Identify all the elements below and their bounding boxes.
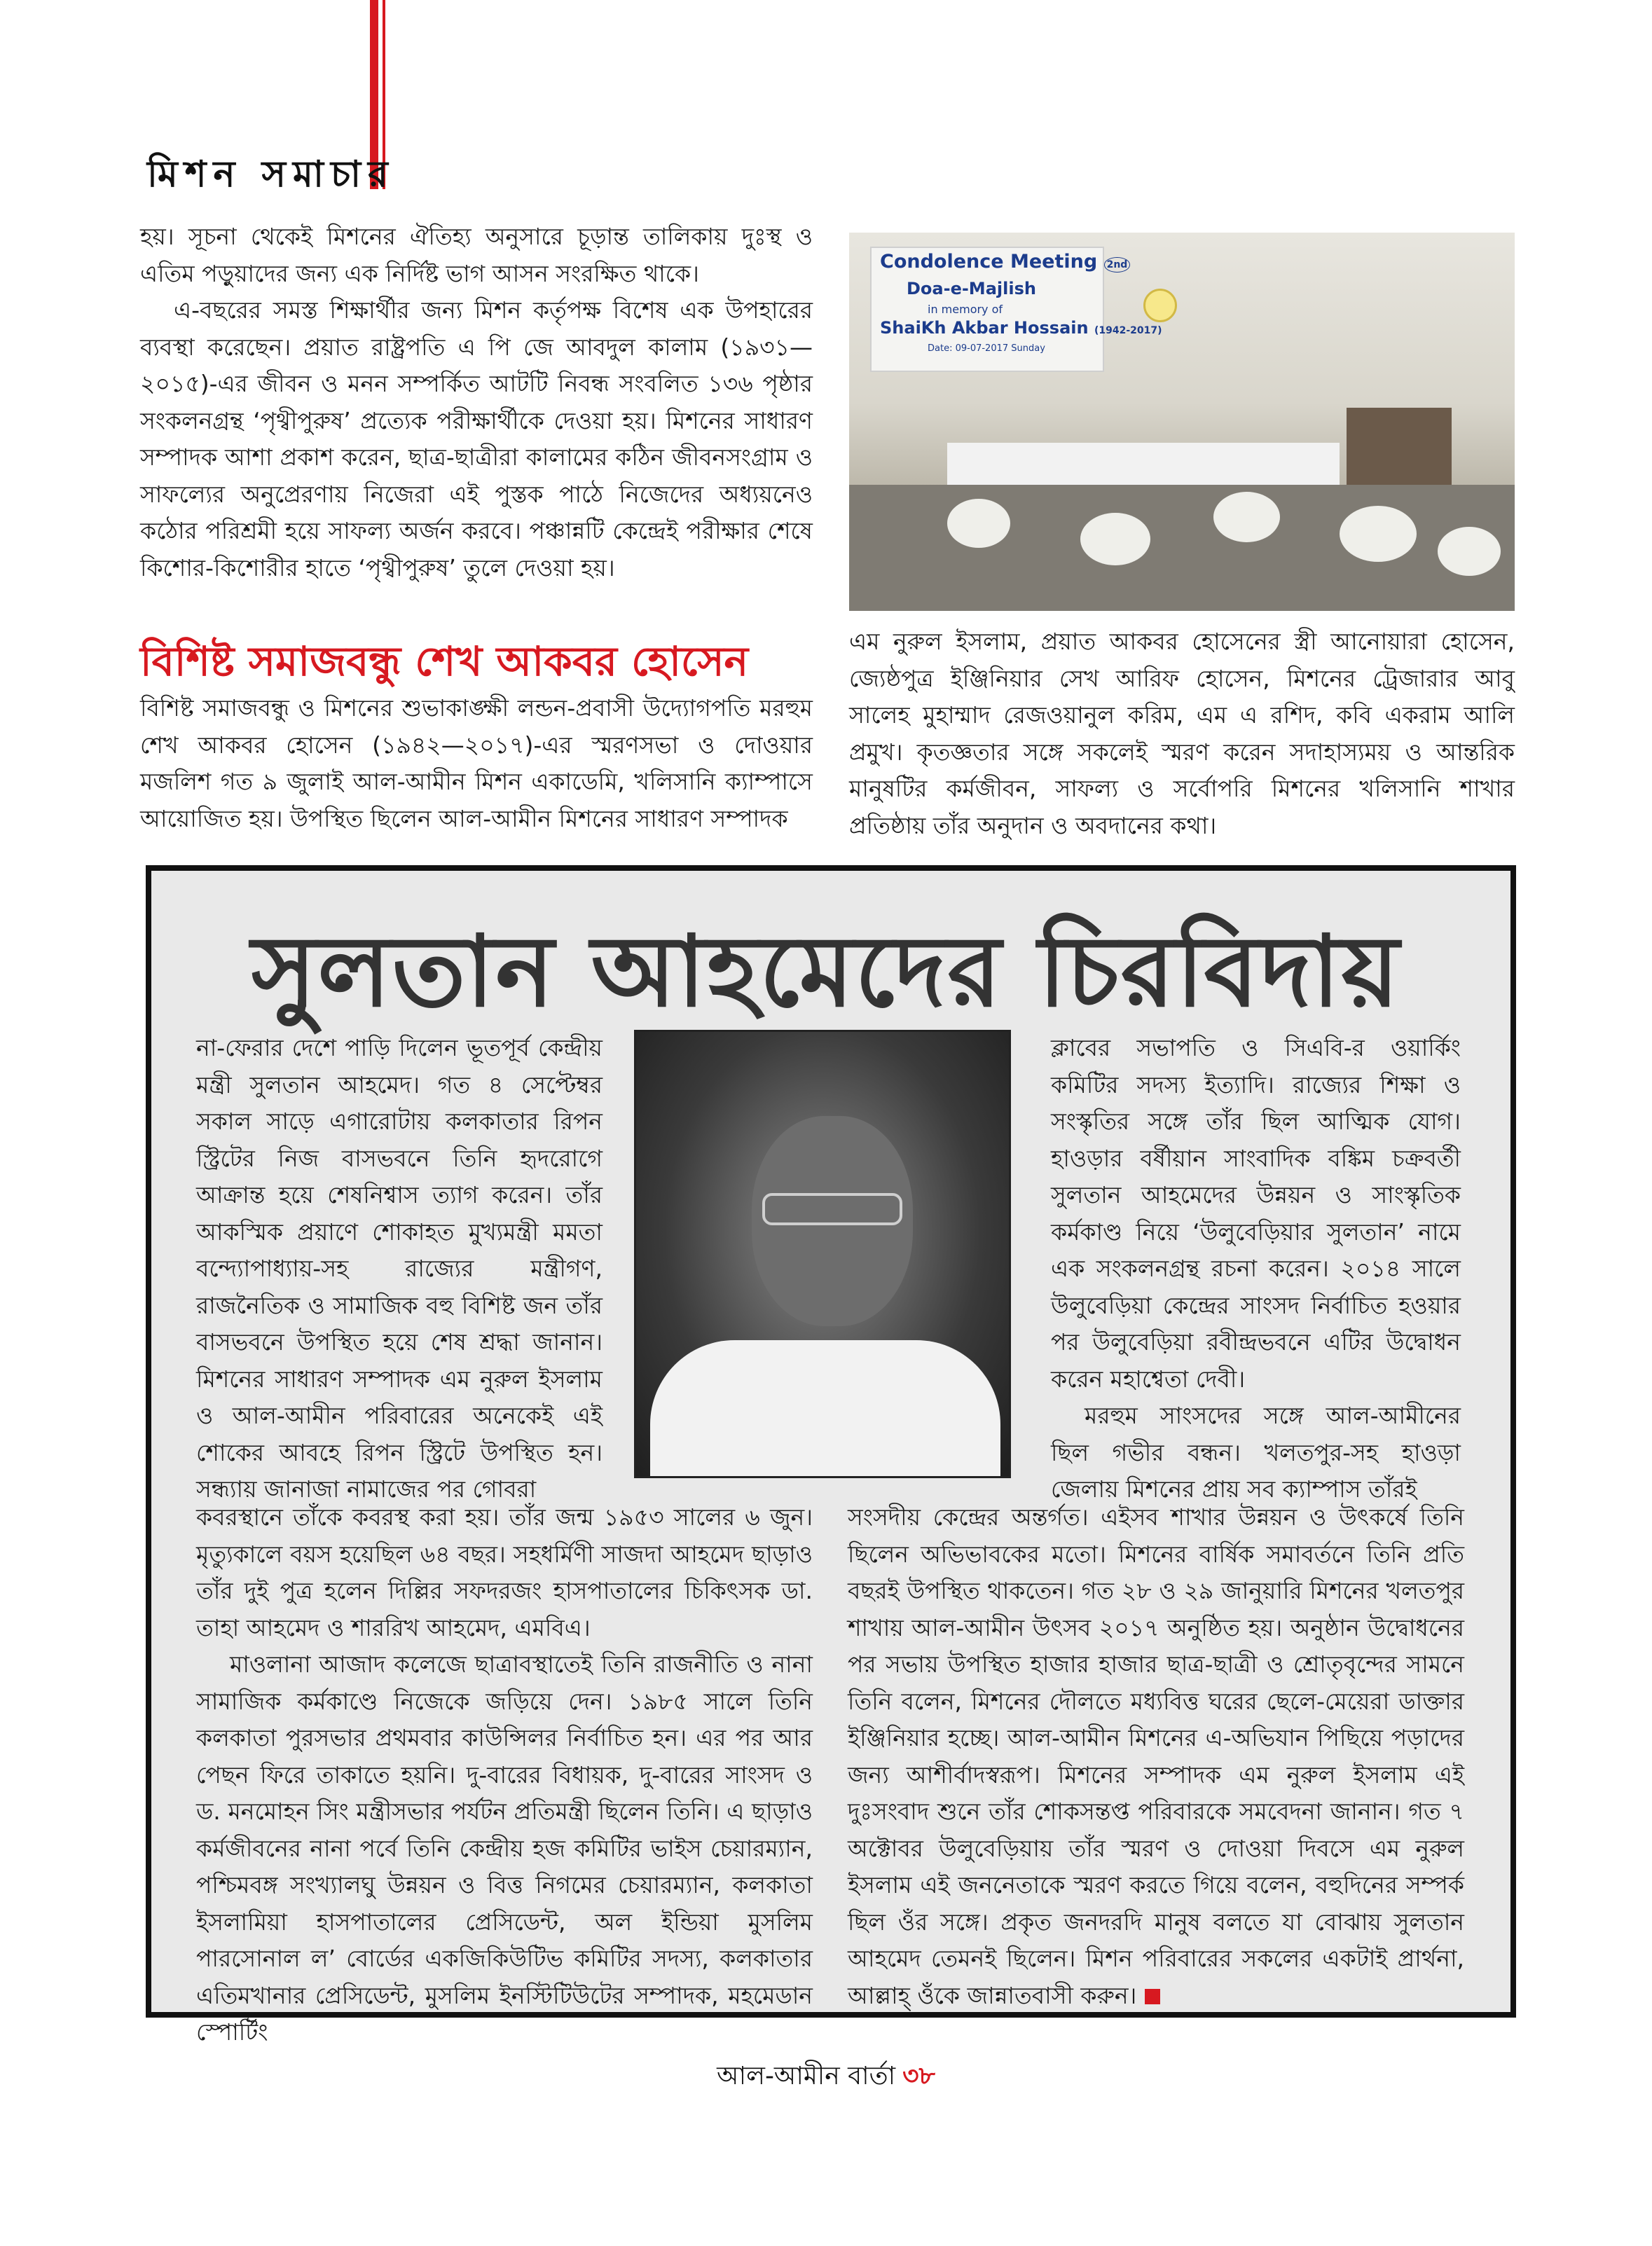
article1-column bbox=[140, 219, 813, 586]
banner-title: Condolence Meeting 2nd bbox=[880, 251, 1130, 273]
article2-right-text: এম নুরুল ইসলাম, প্রয়াত আকবর হোসেনের স্ত্রী আনোয়ারা হোসেন, জ্যেষ্ঠপুত্র ইঞ্জিনিয়ার সেখ আরিফ হোসেন, মিশনের ট্রেজারার আবু সালেহ মুহাম্মাদ রেজওয়ানুল করিম, এম এ রশিদ, কবি একরাম আলি প্রমুখ। কৃতজ্ঞতার সঙ্গে সকলেই স্মরণ করেন সদাহাস্যময় ও আন্তরিক মানুষটির কর্মজীবন, সাফল্য ও সর্বোপরি মিশনের খলিসানি শাখার প্রতিষ্ঠায় তাঁর অনুদান ও অবদানের কথা। bbox=[849, 628, 1515, 839]
audience-cap bbox=[1213, 492, 1280, 542]
condolence-meeting-photo bbox=[849, 233, 1515, 611]
obituary-left-lower-text-2: মাওলানা আজাদ কলেজে ছাত্রাবস্থাতেই তিনি রাজনীতি ও নানা সামাজিক কর্মকাণ্ডে নিজেকে জড়িয়ে দেন। ১৯৮৫ সালে তিনি কলকাতা পুরসভার প্রথমবার কাউন্সিলর নির্বাচিত হন। এর পর আর পেছন ফিরে তাকাতে হয়নি। দু-বারের বিধায়ক, দু-বারের সাংসদ ও ড. মনমোহন সিং মন্ত্রীসভার পর্যটন প্রতিমন্ত্রী ছিলেন তিনি। এ ছাড়াও কর্মজীবনের নানা পর্বে তিনি কেন্দ্রীয় হজ কমিটির ভাইস চেয়ারম্যান, পশ্চিমবঙ্গ সংখ্যালঘু উন্নয়ন ও বিত্ত নিগমের চেয়ারম্যান, কলকাতা ইসলামিয়া হাসপাতালের প্রেসিডেন্ট, অল ইন্ডিয়া মুসলিম পারসোনাল ল’ বোর্ডের একজিকিউটিভ কমিটির সদস্য, কলকাতার এতিমখানার প্রেসিডেন্ট, মুসলিম ইনস্টিটিউটের সম্পাদক, মহমেডান স্পোর্টিং bbox=[196, 1651, 813, 2046]
obituary-left-upper-column bbox=[196, 1030, 603, 1508]
obituary-right-lower-column bbox=[848, 1499, 1464, 2014]
banner-in-memory: in memory of bbox=[928, 303, 1003, 316]
article1-para-2: এ-বছরের সমস্ত শিক্ষার্থীর জন্য মিশন কর্তৃপক্ষ বিশেষ এক উপহারের ব্যবস্থা করেছেন। প্রয়াত রাষ্ট্রপতি এ পি জে আবদুল কালাম (১৯৩১—২০১৫)-এর জীবন ও মনন সম্পর্কিত আটটি নিবন্ধ সংবলিত ১৩৬ পৃষ্ঠার সংকলনগ্রন্থ ‘পৃথ্বীপুরুষ’ প্রত্যেক পরীক্ষার্থীকে দেওয়া হয়। মিশনের সাধারণ সম্পাদক আশা প্রকাশ করেন, ছাত্র-ছাত্রীরা কালামের কঠিন জীবনসংগ্রাম ও সাফল্যের অনুপ্রেরণায় নিজেরা এই পুস্তক পাঠে নিজেদের অধ্যয়নেও কঠোর পরিশ্রমী হয়ে সাফল্য অর্জন করবে। পঞ্চান্নটি কেন্দ্রেই পরীক্ষার শেষে কিশোর-কিশোরীর হাতে ‘পৃথ্বীপুরুষ’ তুলে দেওয়া হয়। bbox=[140, 296, 813, 581]
page-number: ৩৮ bbox=[902, 2062, 935, 2090]
page-footer bbox=[0, 2057, 1652, 2099]
obituary-title: সুলতান আহমেদের চিরবিদায় bbox=[251, 915, 1401, 1029]
audience bbox=[849, 485, 1515, 611]
article2-left-text: বিশিষ্ট সমাজবন্ধু ও মিশনের শুভাকাঙ্ক্ষী লন্ডন-প্রবাসী উদ্যোগপতি মরহুম শেখ আকবর হোসেন (১৯৪২—২০১৭)-এর স্মরণসভা ও দোওয়ার মজলিশ গত ৯ জুলাই আল-আমীন মিশন একাডেমি, খলিসানি ক্যাম্পাসে আয়োজিত হয়। উপস্থিত ছিলেন আল-আমীন মিশনের সাধারণ সম্পাদক bbox=[140, 694, 813, 832]
article2-left-column bbox=[140, 690, 813, 837]
article2-right-column bbox=[849, 623, 1515, 844]
article2-heading: বিশিষ্ট সমাজবন্ধু শেখ আকবর হোসেন bbox=[140, 638, 749, 685]
obituary-left-upper-text: না-ফেরার দেশে পাড়ি দিলেন ভূতপূর্ব কেন্দ্রীয় মন্ত্রী সুলতান আহমেদ। গত ৪ সেপ্টেম্বর সকাল সাড়ে এগারোটায় কলকাতার রিপন স্ট্রিটের নিজ বাসভবনে তিনি হৃদরোগে আক্রান্ত হয়ে শেষনিশ্বাস ত্যাগ করেন। তাঁর আকস্মিক প্রয়াণে শোকাহত মুখ্যমন্ত্রী মমতা বন্দ্যোপাধ্যায়-সহ রাজ্যের মন্ত্রীগণ, রাজনৈতিক ও সামাজিক বহু বিশিষ্ট জন তাঁর বাসভবনে উপস্থিত হয়ে শেষ শ্রদ্ধা জানান। মিশনের সাধারণ সম্পাদক এম নুরুল ইসলাম ও আল-আমীন পরিবারের অনেকেই এই শোকের আবহে রিপন স্ট্রিটে উপস্থিত হন। সন্ধ্যায় জানাজা নামাজের পর গোবরা bbox=[196, 1034, 603, 1503]
obituary-right-lower-text: সংসদীয় কেন্দ্রের অন্তর্গত। এইসব শাখার উন্নয়ন ও উৎকর্ষে তিনি ছিলেন অভিভাবকের মতো। মিশনের বার্ষিক সমাবর্তনে তিনি প্রতি বছরই উপস্থিত থাকতেন। গত ২৮ ও ২৯ জানুয়ারি মিশনের খলতপুর শাখায় আল-আমীন উৎসব ২০১৭ অনুষ্ঠিত হয়। অনুষ্ঠান উদ্বোধনের পর সভায় উপস্থিত হাজার হাজার ছাত্র-ছাত্রী ও শ্রোতৃবৃন্দের সামনে তিনি বলেন, মিশনের দৌলতে মধ্যবিত্ত ঘরের ছেলে-মেয়েরা ডাক্তার ইঞ্জিনিয়ার হচ্ছে। আল-আমীন মিশনের এ-অভিযান পিছিয়ে পড়াদের জন্য আশীর্বাদস্বরূপ। মিশনের সম্পাদক এম নুরুল ইসলাম এই দুঃসংবাদ শুনে তাঁর শোকসন্তপ্ত পরিবারকে সমবেদনা জানান। গত ৭ অক্টোবর উলুবেড়িয়ায় তাঁর স্মরণ ও দোওয়া দিবসে এম নুরুল ইসলাম এই জননেতাকে স্মরণ করতে গিয়ে বলেন, বহুদিনের সম্পর্ক ছিল ওঁর সঙ্গে। প্রকৃত জনদরদি মানুষ বলতে যা বোঝায় সুলতান আহমেদ তেমনই ছিলেন। মিশন পরিবারের সকলের একটাই প্রার্থনা, আল্লাহ্ ওঁকে জান্নাতবাসী করুন। bbox=[848, 1503, 1464, 2009]
obituary-right-upper-text-2: মরহুম সাংসদের সঙ্গে আল-আমীনের ছিল গভীর বন্ধন। খলতপুর-সহ হাওড়া জেলায় মিশনের প্রায় সব ক্যাম্পাস তাঁরই bbox=[1051, 1402, 1461, 1503]
portrait-shirt bbox=[650, 1340, 1000, 1478]
article1-para-1: হয়। সূচনা থেকেই মিশনের ঐতিহ্য অনুসারে চূড়ান্ত তালিকায় দুঃস্থ ও এতিম পড়ুয়াদের জন্য এক নির্দিষ্ট ভাগ আসন সংরক্ষিত থাকে। bbox=[140, 223, 813, 287]
banner-subtitle: Doa-e-Majlish bbox=[907, 279, 1036, 298]
obituary-left-lower-text-1: কবরস্থানে তাঁকে কবরস্থ করা হয়। তাঁর জন্ম ১৯৫৩ সালের ৬ জুন। মৃত্যুকালে বয়স হয়েছিল ৬৪ বছর। সহধর্মিণী সাজদা আহমেদ ছাড়াও তাঁর দুই পুত্র হলেন দিল্লির সফদরজং হাসপাতালের চিকিৎসক ডা. তাহা আহমেদ ও শাররিখ আহমেদ, এমবিএ। bbox=[196, 1503, 813, 1641]
audience-cap bbox=[947, 499, 1010, 548]
banner-name: ShaiKh Akbar Hossain (1942-2017) bbox=[880, 318, 1162, 338]
wall-clock-icon bbox=[1143, 289, 1177, 322]
obituary-right-upper-text-1: ক্লাবের সভাপতি ও সিএবি-র ওয়ার্কিং কমিটির সদস্য ইত্যাদি। রাজ্যের শিক্ষা ও সংস্কৃতির সঙ্গে তাঁর ছিল আত্মিক যোগ। হাওড়ার বর্ষীয়ান সাংবাদিক বঙ্কিম চক্রবর্তী সুলতান আহমেদের উন্নয়ন ও সাংস্কৃতিক কর্মকাণ্ড নিয়ে ‘উলুবেড়িয়ার সুলতান’ নামে এক সংকলনগ্রন্থ রচনা করেন। ২০১৪ সালে উলুবেড়িয়া কেন্দ্রের সাংসদ নির্বাচিত হওয়ার পর উলুবেড়িয়া রবীন্দ্রভবনে এটির উদ্বোধন করেন মহাশ্বেতা দেবী। bbox=[1051, 1034, 1461, 1393]
end-of-article-mark bbox=[1145, 1989, 1160, 2004]
publication-name: আল-আমীন বার্তা bbox=[717, 2062, 896, 2090]
section-label: মিশন সমাচার bbox=[147, 153, 395, 195]
sultan-ahmed-portrait bbox=[634, 1030, 1011, 1478]
obituary-right-upper-column bbox=[1051, 1030, 1461, 1508]
portrait-glasses bbox=[762, 1193, 902, 1225]
obituary-left-lower-column bbox=[196, 1499, 813, 2051]
meeting-banner bbox=[870, 247, 1162, 372]
audience-cap bbox=[1438, 527, 1501, 576]
audience-cap bbox=[1080, 513, 1150, 565]
banner-date: Date: 09-07-2017 Sunday bbox=[928, 343, 1045, 354]
audience-cap bbox=[1340, 506, 1417, 562]
